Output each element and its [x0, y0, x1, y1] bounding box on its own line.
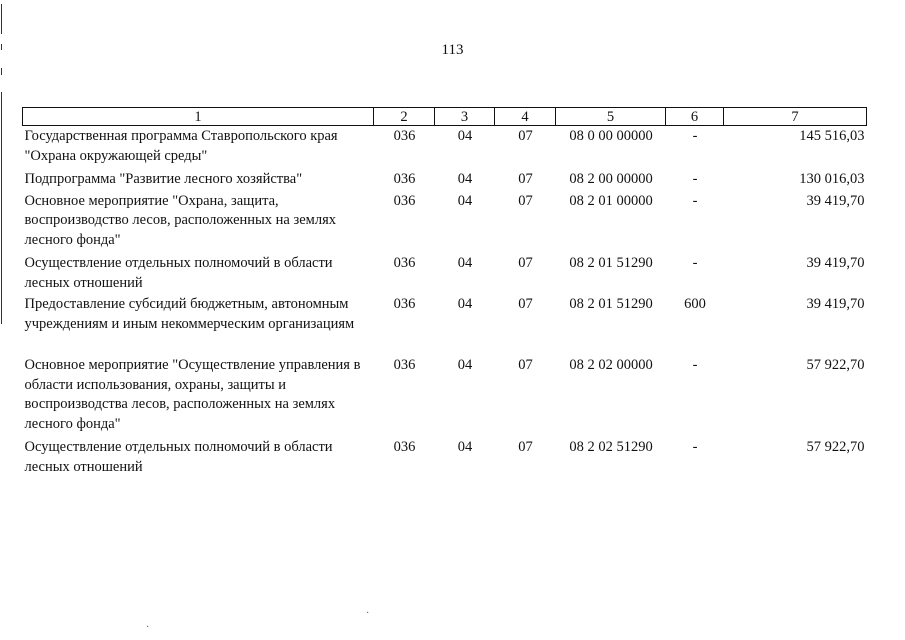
row-subsection: 07: [518, 439, 533, 455]
column-header-6: 6: [666, 108, 724, 126]
row-target-article: 08 2 02 00000: [569, 357, 653, 373]
row-ministry: 036: [393, 357, 416, 373]
row-ministry: 036: [393, 192, 416, 209]
row-section: 04: [457, 296, 473, 312]
row-name: Предоставление субсидий бюджетным, автономным учреждениям и иным некоммерческим организациям: [24, 296, 355, 332]
row-expense-type: 600: [684, 296, 706, 312]
row-amount: 39 419,70: [806, 192, 865, 209]
row-section: 04: [457, 192, 473, 209]
row-ministry: 036: [393, 439, 416, 455]
row-target-article: 08 2 02 51290: [569, 439, 653, 455]
table-row: [23, 355, 867, 437]
row-name: Осуществление отдельных полномочий в области лесных отношений: [24, 439, 333, 475]
row-expense-type: -: [692, 357, 698, 373]
table-row: [23, 126, 867, 170]
scan-speck: ·: [146, 622, 150, 633]
row-name: Основное мероприятие "Охрана, защита, воспроизводство лесов, расположенных на землях лесного фонда": [24, 192, 336, 248]
row-subsection: 07: [518, 192, 533, 209]
row-section: 04: [457, 357, 473, 373]
table-row: [23, 437, 867, 478]
row-subsection: 07: [518, 128, 533, 144]
row-subsection: 07: [518, 255, 533, 271]
row-target-article: 08 2 01 00000: [569, 192, 653, 209]
row-name: Основное мероприятие "Осуществление управления в области использования, охраны, защиты и воспроизводства лесов, расположенных на землях лесного фонда": [24, 357, 361, 432]
row-ministry: 036: [393, 171, 416, 187]
row-subsection: 07: [518, 357, 533, 373]
table-row: [23, 191, 867, 254]
row-amount: 57 922,70: [806, 357, 865, 373]
row-target-article: 08 2 01 51290: [569, 255, 653, 271]
row-name: Государственная программа Ставропольского края "Охрана окружающей среды": [24, 128, 338, 164]
column-header-3: 3: [435, 108, 495, 126]
row-section: 04: [457, 439, 473, 455]
row-target-article: 08 0 00 00000: [569, 128, 653, 144]
row-expense-type: -: [692, 171, 698, 187]
row-ministry: 036: [393, 128, 416, 144]
row-amount: 57 922,70: [806, 439, 865, 455]
column-header-7: 7: [724, 108, 867, 126]
row-section: 04: [457, 255, 473, 271]
row-expense-type: -: [692, 192, 698, 209]
scan-edge-mark-small-2: [1, 68, 2, 75]
row-target-article: 08 2 00 00000: [569, 171, 653, 187]
row-section: 04: [457, 128, 473, 144]
row-name: Подпрограмма "Развитие лесного хозяйства": [24, 171, 303, 187]
row-amount: 130 016,03: [799, 171, 865, 187]
scan-speck: ·: [366, 608, 370, 619]
row-amount: 145 516,03: [799, 128, 865, 144]
table-row: [23, 253, 867, 294]
table-row: [23, 294, 867, 355]
row-ministry: 036: [393, 255, 416, 271]
row-subsection: 07: [518, 171, 533, 187]
row-amount: 39 419,70: [806, 296, 865, 312]
column-header-5: 5: [556, 108, 666, 126]
row-expense-type: -: [692, 128, 698, 144]
row-expense-type: -: [692, 439, 698, 455]
table-row: [23, 169, 867, 191]
row-section: 04: [457, 171, 473, 187]
row-expense-type: -: [692, 255, 698, 271]
table-header-row: [23, 108, 867, 126]
budget-table: [22, 107, 867, 478]
scan-edge-mark-top: [1, 4, 2, 34]
scan-edge-mark-long: [1, 92, 2, 324]
row-ministry: 036: [393, 296, 416, 312]
row-name: Осуществление отдельных полномочий в области лесных отношений: [24, 255, 333, 291]
page-number: 113: [441, 42, 464, 58]
column-header-2: 2: [374, 108, 435, 126]
row-subsection: 07: [518, 296, 533, 312]
row-amount: 39 419,70: [806, 255, 865, 271]
column-header-4: 4: [495, 108, 556, 126]
column-header-1: 1: [23, 108, 374, 126]
row-target-article: 08 2 01 51290: [569, 296, 653, 312]
